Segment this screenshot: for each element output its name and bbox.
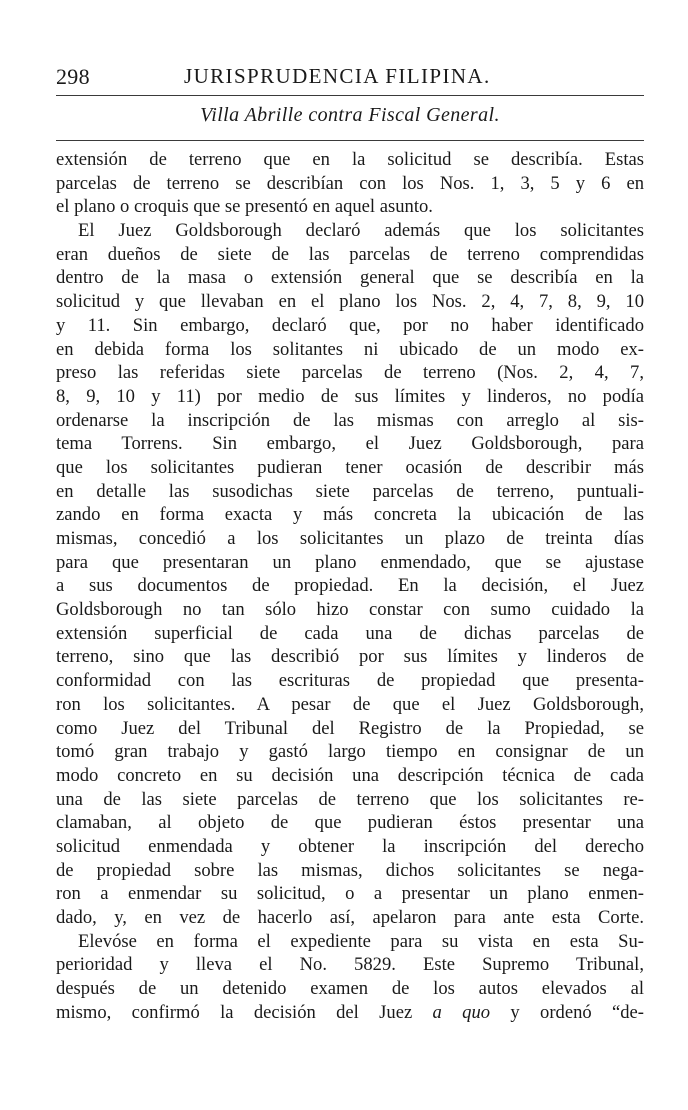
header-rule	[56, 95, 644, 96]
final-line-after: y ordenó “de-	[490, 1001, 644, 1023]
text-line: a sus documentos de propiedad. En la decisión, el Juez	[56, 575, 644, 597]
text-line: para que presentaran un plano enmendado, que se ajustase	[56, 551, 644, 573]
text-line: conformidad con las escrituras de propiedad que presenta-	[56, 670, 644, 692]
text-line: eran dueños de siete de las parcelas de terreno comprendidas	[56, 243, 644, 265]
text-line: 8, 9, 10 y 11) por medio de sus límites y linderos, no podía	[56, 385, 644, 407]
text-line: el plano o croquis que se presentó en aquel asunto.	[56, 196, 433, 218]
text-line: zando en forma exacta y más concreta la ubicación de las	[56, 504, 644, 526]
text-line: como Juez del Tribunal del Registro de la Propiedad, se	[56, 717, 644, 739]
text-line: perioridad y lleva el No. 5829. Este Supremo Tribunal,	[56, 954, 644, 976]
text-line: en debida forma los solitantes ni ubicado de un modo ex-	[56, 338, 644, 360]
final-text-line	[56, 1001, 644, 1025]
case-title: Villa Abrille contra Fiscal General.	[200, 104, 500, 126]
text-line: extensión superficial de cada una de dichas parcelas de	[56, 622, 644, 644]
case-title-rule	[56, 140, 644, 141]
text-line: una de las siete parcelas de terreno que los solicitantes re-	[56, 788, 644, 810]
text-line: ordenarse la inscripción de las mismas con arreglo al sis-	[56, 409, 644, 431]
text-line: terreno, sino que las describió por sus límites y linderos de	[56, 646, 644, 668]
text-line: modo concreto en su decisión una descripción técnica de cada	[56, 764, 644, 786]
text-line: ron los solicitantes. A pesar de que el Juez Goldsborough,	[56, 693, 644, 715]
text-line: de propiedad sobre las mismas, dichos solicitantes se nega-	[56, 859, 644, 881]
text-line: parcelas de terreno se describían con los Nos. 1, 3, 5 y 6 en	[56, 172, 644, 194]
text-line: extensión de terreno que en la solicitud se describía. Estas	[56, 149, 644, 170]
text-line: dentro de la masa o extensión general que se describía en la	[56, 267, 644, 289]
text-line: en detalle las susodichas siete parcelas de terreno, puntuali-	[56, 480, 644, 502]
page-number: 298	[56, 64, 90, 89]
text-line: ron a enmendar su solicitud, o a presentar un plano enmen-	[56, 883, 644, 905]
text-line: clamaban, al objeto de que pudieran éstos presentar una	[56, 812, 644, 834]
paragraph-start-line: El Juez Goldsborough declaró además que los solicitantes	[78, 220, 644, 242]
text-line: Goldsborough no tan sólo hizo constar con sumo cuidado la	[56, 599, 644, 621]
text-line: dado, y, en vez de hacerlo así, apelaron para ante esta Corte.	[56, 907, 644, 928]
text-line: después de un detenido examen de los autos elevados al	[56, 978, 644, 1000]
text-line: preso las referidas siete parcelas de terreno (Nos. 2, 4, 7,	[56, 362, 644, 384]
text-line: que los solicitantes pudieran tener ocasión de describir más	[56, 456, 644, 478]
text-line: y 11. Sin embargo, declaró que, por no haber identificado	[56, 314, 644, 336]
text-line: solicitud enmendada y obtener la inscripción del derecho	[56, 835, 644, 857]
text-line: mismas, concedió a los solicitantes un plazo de treinta días	[56, 528, 644, 549]
paragraph-start-line: Elevóse en forma el expediente para su vista en esta Su-	[78, 930, 644, 952]
text-line: solicitud y que llevaban en el plano los Nos. 2, 4, 7, 8, 9, 10	[56, 291, 644, 313]
running-head	[56, 62, 642, 98]
latin-phrase: a quo	[432, 1001, 491, 1023]
text-line: tema Torrens. Sin embargo, el Juez Goldsborough, para	[56, 433, 644, 455]
journal-title: JURISPRUDENCIA FILIPINA.	[184, 64, 491, 88]
text-line: tomó gran trabajo y gastó largo tiempo en consignar de un	[56, 741, 644, 763]
body-text	[56, 148, 644, 1024]
final-line-before: mismo, confirmó la decisión del Juez	[56, 1001, 433, 1023]
